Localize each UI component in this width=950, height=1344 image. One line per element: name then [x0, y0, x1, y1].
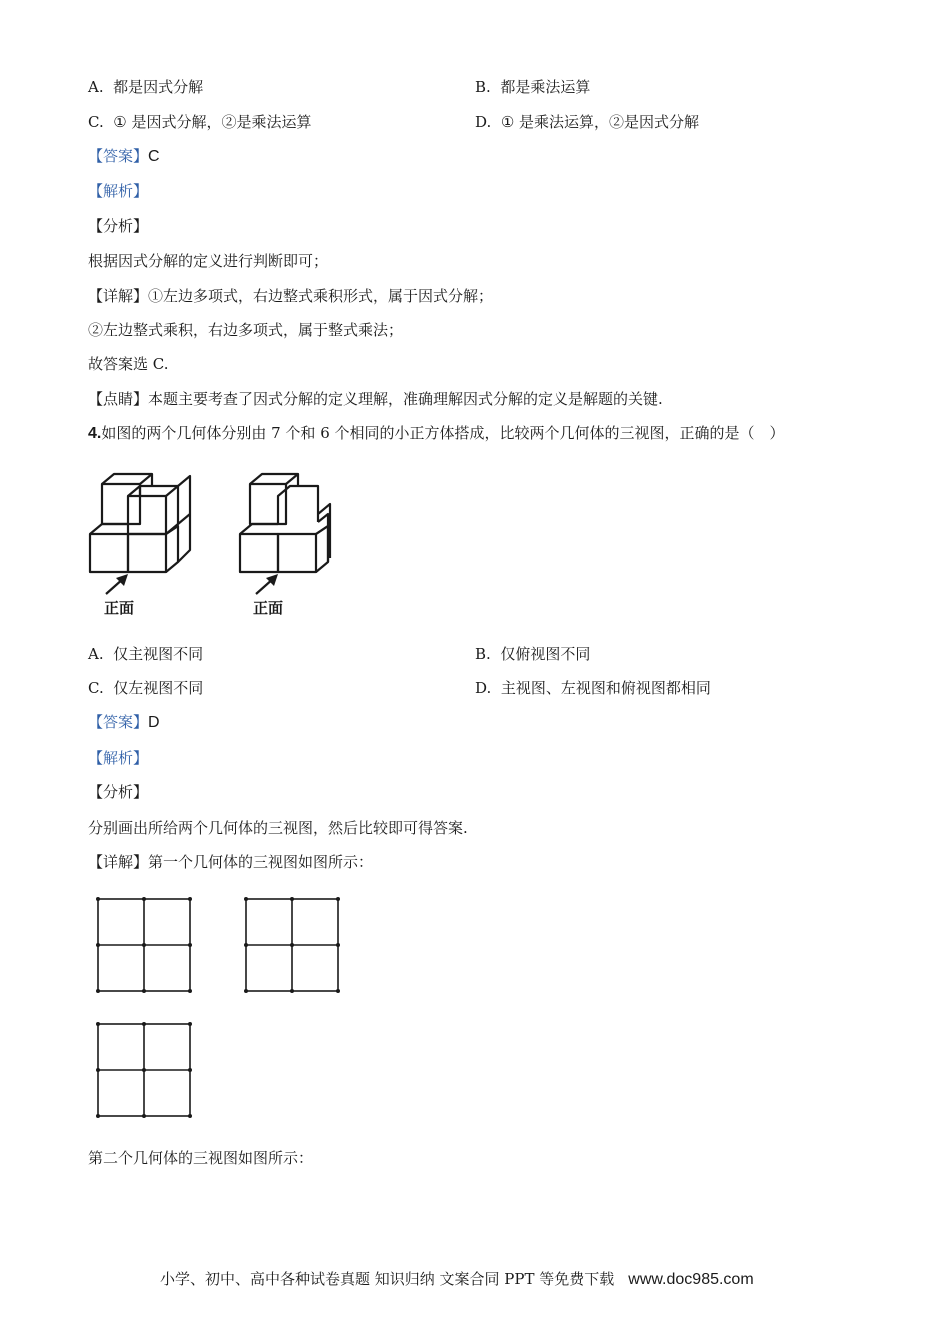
q4-fenxi-text: 分别画出所给两个几何体的三视图，然后比较即可得答案.	[88, 819, 468, 837]
q4-figure-label-2: 正面	[253, 599, 284, 617]
q4-xiangjie: 【详解】第一个几何体的三视图如图所示：	[88, 853, 374, 871]
front-view-grid	[94, 895, 194, 995]
q4-option-a: A. 仅主视图不同	[88, 645, 204, 663]
solid-1	[90, 474, 190, 572]
q4-jiexi-tag: 【解析】	[88, 749, 149, 767]
q3-option-a: A. 都是因式分解	[88, 78, 204, 96]
q4-fenxi-tag: 【分析】	[88, 783, 149, 801]
footer	[160, 1268, 754, 1289]
q3-dianjing: 【点睛】本题主要考查了因式分解的定义理解，准确理解因式分解的定义是解题的关键.	[88, 390, 663, 408]
footer-text: 小学、初中、高中各种试卷真题 知识归纳 文案合同 PPT 等免费下载	[160, 1270, 615, 1288]
q3-jiexi-tag: 【解析】	[88, 182, 149, 200]
q4-option-b: B. 仅俯视图不同	[475, 645, 591, 663]
q3-fenxi-tag: 【分析】	[88, 217, 149, 235]
q4-option-d: D. 主视图、左视图和俯视图都相同	[475, 679, 711, 697]
left-view-grid	[242, 895, 342, 995]
q3-fenxi-text: 根据因式分解的定义进行判断即可；	[88, 252, 329, 270]
q3-xiangjie-line1: 【详解】①左边多项式，右边整式乘积形式，属于因式分解；	[88, 287, 494, 305]
top-view-grid	[94, 1020, 194, 1120]
q4-option-c: C. 仅左视图不同	[88, 679, 204, 697]
solid-2	[240, 474, 330, 572]
q3-option-d: D. ① 是乘法运算，②是因式分解	[475, 113, 700, 131]
q4-stem: 4.如图的两个几何体分别由 7 个和 6 个相同的小正方体搭成，比较两个几何体的三视图，正确的是（ ）	[88, 424, 785, 442]
q4-figure-label-1: 正面	[104, 599, 135, 617]
q3-xiangjie-line2: ②左边整式乘积，右边多项式，属于整式乘法；	[88, 321, 404, 339]
q3-answer: 【答案】C	[88, 147, 160, 165]
q4-answer: 【答案】D	[88, 713, 160, 731]
q3-option-c: C. ① 是因式分解，②是乘法运算	[88, 113, 312, 131]
q4-second-text: 第二个几何体的三视图如图所示：	[88, 1149, 314, 1167]
q3-option-b: B. 都是乘法运算	[475, 78, 591, 96]
footer-url[interactable]: www.doc985.com	[628, 1271, 754, 1288]
q3-conclusion: 故答案选 C.	[88, 355, 169, 373]
